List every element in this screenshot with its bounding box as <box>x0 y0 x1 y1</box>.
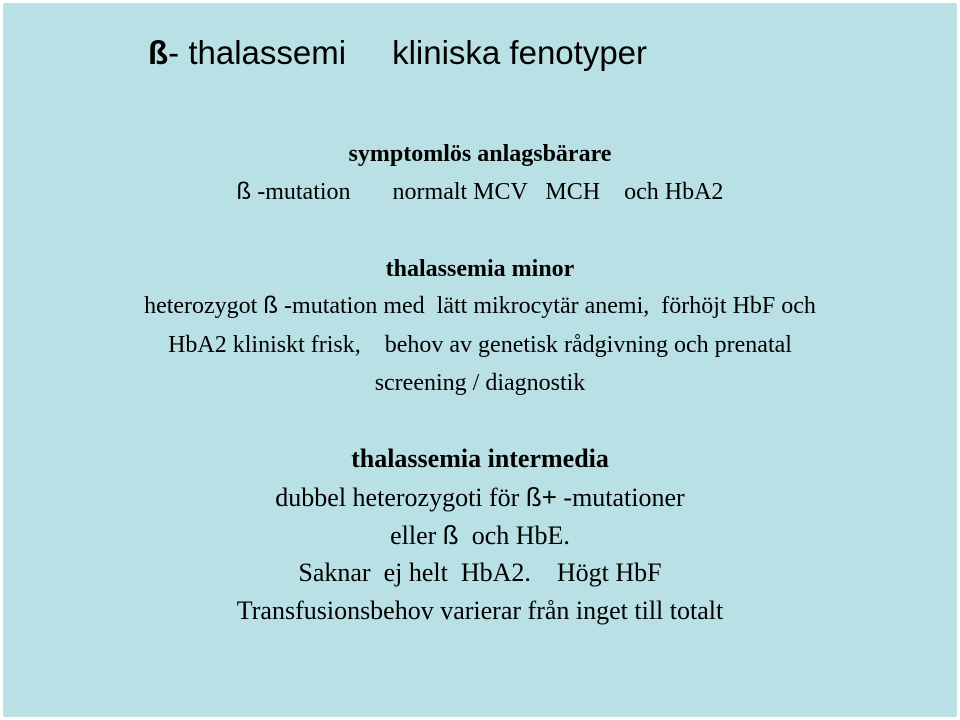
minor-line3: screening / diagnostik <box>374 370 586 396</box>
beta-symbol: ß <box>442 520 459 550</box>
carrier-heading: symptomlös anlagsbärare <box>348 141 612 167</box>
intermedia-line1: dubbel heterozygoti för ß+ -mutationer <box>275 482 685 512</box>
beta-symbol: ß <box>236 178 252 205</box>
intermedia-line2: eller ß och HbE. <box>390 520 570 550</box>
slide <box>3 3 957 717</box>
minor-line2: HbA2 kliniskt frisk, behov av genetisk rådgivning och prenatal <box>168 332 792 358</box>
beta-plus-symbol: ß+ <box>525 482 557 512</box>
title-part1: - thalassemi <box>168 34 347 71</box>
intermedia-heading: thalassemia intermedia <box>351 444 609 473</box>
minor-line1: heterozygot ß -mutation med lätt mikrocytär anemi, förhöjt HbF och <box>144 292 816 319</box>
slide-title <box>148 33 647 73</box>
carrier-line1: ß -mutation normalt MCV MCH och HbA2 <box>236 178 724 205</box>
intermedia-line4: Transfusionsbehov varierar från inget till totalt <box>236 596 724 625</box>
title-part2: kliniska fenotyper <box>392 34 648 71</box>
title-beta-symbol: ß <box>148 34 169 71</box>
beta-symbol: ß <box>263 292 279 319</box>
intermedia-line3: Saknar ej helt HbA2. Högt HbF <box>298 558 662 587</box>
minor-heading: thalassemia minor <box>385 256 575 282</box>
